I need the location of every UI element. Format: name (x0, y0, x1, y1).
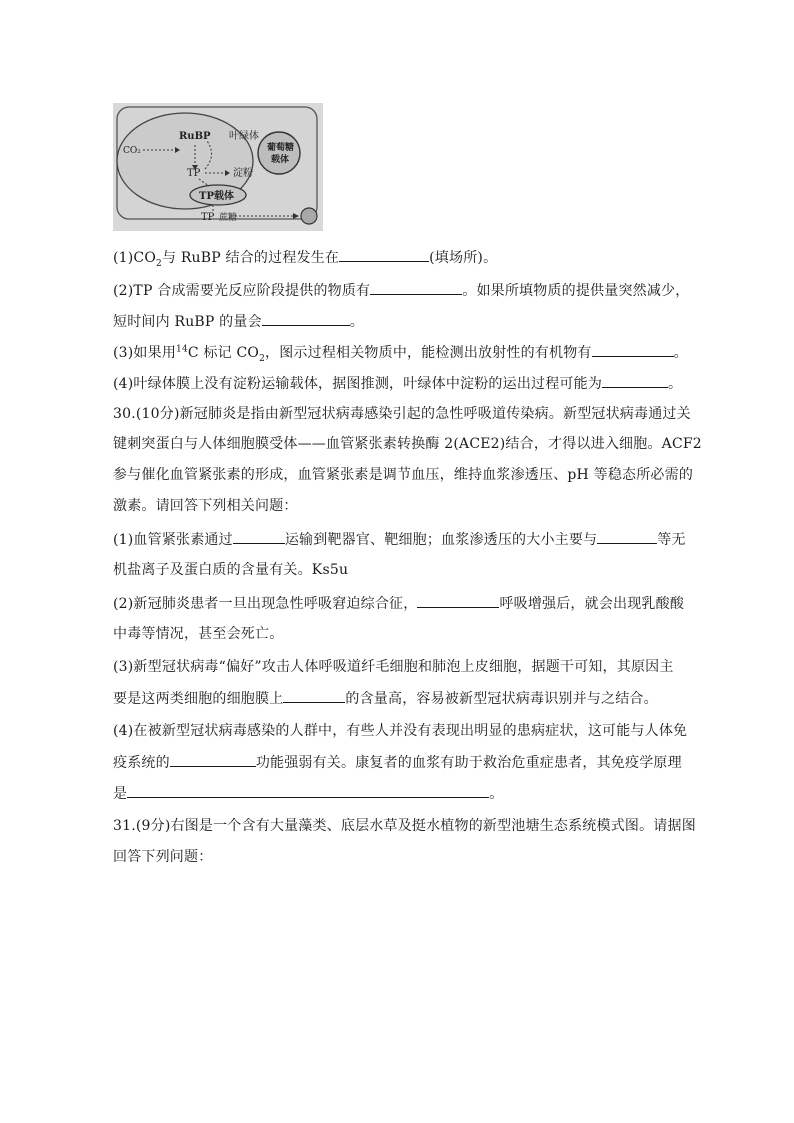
photosynthesis-diagram (113, 103, 323, 231)
starch-label: 淀粉 (233, 168, 253, 179)
text: C 标记 CO (187, 345, 260, 361)
q30-stem-line1: 30.(10分)新冠肺炎是指由新型冠状病毒感染引起的急性呼吸道传染病。新型冠状病毒通过关 (113, 406, 691, 422)
answer-blank[interactable] (417, 593, 499, 608)
co2-label: CO₂ (123, 146, 141, 156)
answer-blank[interactable] (592, 342, 674, 357)
answer-blank[interactable] (339, 247, 429, 262)
text: 。 (668, 376, 683, 392)
q30-part3-line1: (3)新型冠状病毒“偏好”攻击人体呼吸道纤毛细胞和肺泡上皮细胞，据题干可知，其原因主 (113, 659, 674, 675)
text: 。如果所填物质的提供量突然减少， (462, 283, 690, 299)
text: (3)如果用 (113, 345, 177, 361)
text: ，图示过程相关物质中，能检测出放射性的有机物有 (265, 345, 592, 361)
q30-stem-line4: 激素。请回答下列相关问题： (113, 498, 298, 514)
text: 等无 (657, 532, 686, 548)
q29-part2-line1 (113, 280, 689, 301)
q30-part2-line2: 中毒等情况，甚至会死亡。 (113, 626, 284, 642)
q30-part3-line2 (113, 688, 658, 709)
q30-stem-line2: 键刺突蛋白与人体细胞膜受体——血管紧张素转换酶 2(ACE2)结合，才得以进入细胞。ACF2 (113, 436, 702, 452)
answer-blank[interactable] (170, 752, 256, 767)
q31-stem-line2: 回答下列问题： (113, 849, 213, 865)
answer-blank[interactable] (597, 529, 657, 544)
text: 运输到靶器官、靶细胞；血浆渗透压的大小主要与 (284, 532, 598, 548)
tp-carrier-label: TP载体 (199, 191, 234, 202)
answer-blank[interactable] (370, 280, 462, 295)
q30-part2-line1 (113, 593, 684, 614)
answer-blank[interactable] (283, 688, 345, 703)
tp-label: TP (187, 168, 201, 179)
q30-part4-line1: (4)在被新型冠状病毒感染的人群中，有些人并没有表现出明显的患病症状，这可能与人体免 (113, 723, 688, 739)
q30-part4-line2 (113, 752, 682, 773)
text: 与 RuBP 结合的过程发生在 (161, 250, 340, 266)
text: (1)血管紧张素通过 (113, 532, 233, 548)
text: 是 (113, 786, 128, 802)
q29-part4 (113, 373, 682, 394)
answer-blank[interactable] (233, 529, 285, 544)
q30-part1-line1 (113, 529, 686, 550)
sucrose-label: 蔗糖 (219, 213, 238, 223)
q30-stem-line3: 参与催化血管紧张素的形成，血管紧张素是调节血压，维持血浆渗透压、pH 等稳态所必需的 (113, 467, 694, 483)
rubp-label: RuBP (179, 131, 211, 142)
q30-part4-line3 (113, 783, 503, 804)
text: 。 (349, 314, 364, 330)
subscript: 2 (259, 353, 266, 364)
text: (1)CO (113, 250, 157, 266)
text: (填场所)。 (429, 250, 498, 266)
text: (2)TP 合成需要光反应阶段提供的物质有 (113, 283, 371, 299)
text: 呼吸增强后，就会出现乳酸酸 (499, 596, 685, 612)
text: 短时间内 RuBP 的量会 (113, 314, 262, 330)
glucose-carrier-label-line1: 葡萄糖 (267, 143, 295, 153)
q29-part3 (113, 342, 688, 363)
text: 。 (489, 786, 504, 802)
text: 疫系统的 (113, 755, 170, 771)
q29-part2-line2 (113, 311, 364, 332)
q30-part1-line2: 机盐离子及蛋白质的含量有关。Ks5u (113, 562, 349, 578)
superscript: 14 (176, 344, 188, 355)
answer-blank[interactable] (602, 373, 668, 388)
glucose-carrier-label-line2: 载体 (271, 155, 290, 165)
q29-part1 (113, 247, 497, 268)
text: 要是这两类细胞的细胞膜上 (113, 691, 284, 707)
answer-blank[interactable] (262, 311, 350, 326)
text: 。 (673, 345, 688, 361)
text: (2)新冠肺炎患者一旦出现急性呼吸窘迫综合征， (113, 596, 418, 612)
chloroplast-label: 叶绿体 (229, 131, 259, 142)
text: (4)叶绿体膜上没有淀粉运输载体，据图推测，叶绿体中淀粉的运出过程可能为 (113, 376, 603, 392)
subscript: 2 (156, 258, 162, 269)
text: 功能强弱有关。康复者的血浆有助于救治危重症患者，其免疫学原理 (255, 755, 682, 771)
q31-stem-line1: 31.(9分)右图是一个含有大量藻类、底层水草及挺水植物的新型池塘生态系统模式图。请据图 (113, 818, 696, 834)
text: 的含量高，容易被新型冠状病毒识别并与之结合。 (345, 691, 658, 707)
answer-blank[interactable] (127, 783, 489, 798)
tp2-label: TP (201, 212, 215, 223)
